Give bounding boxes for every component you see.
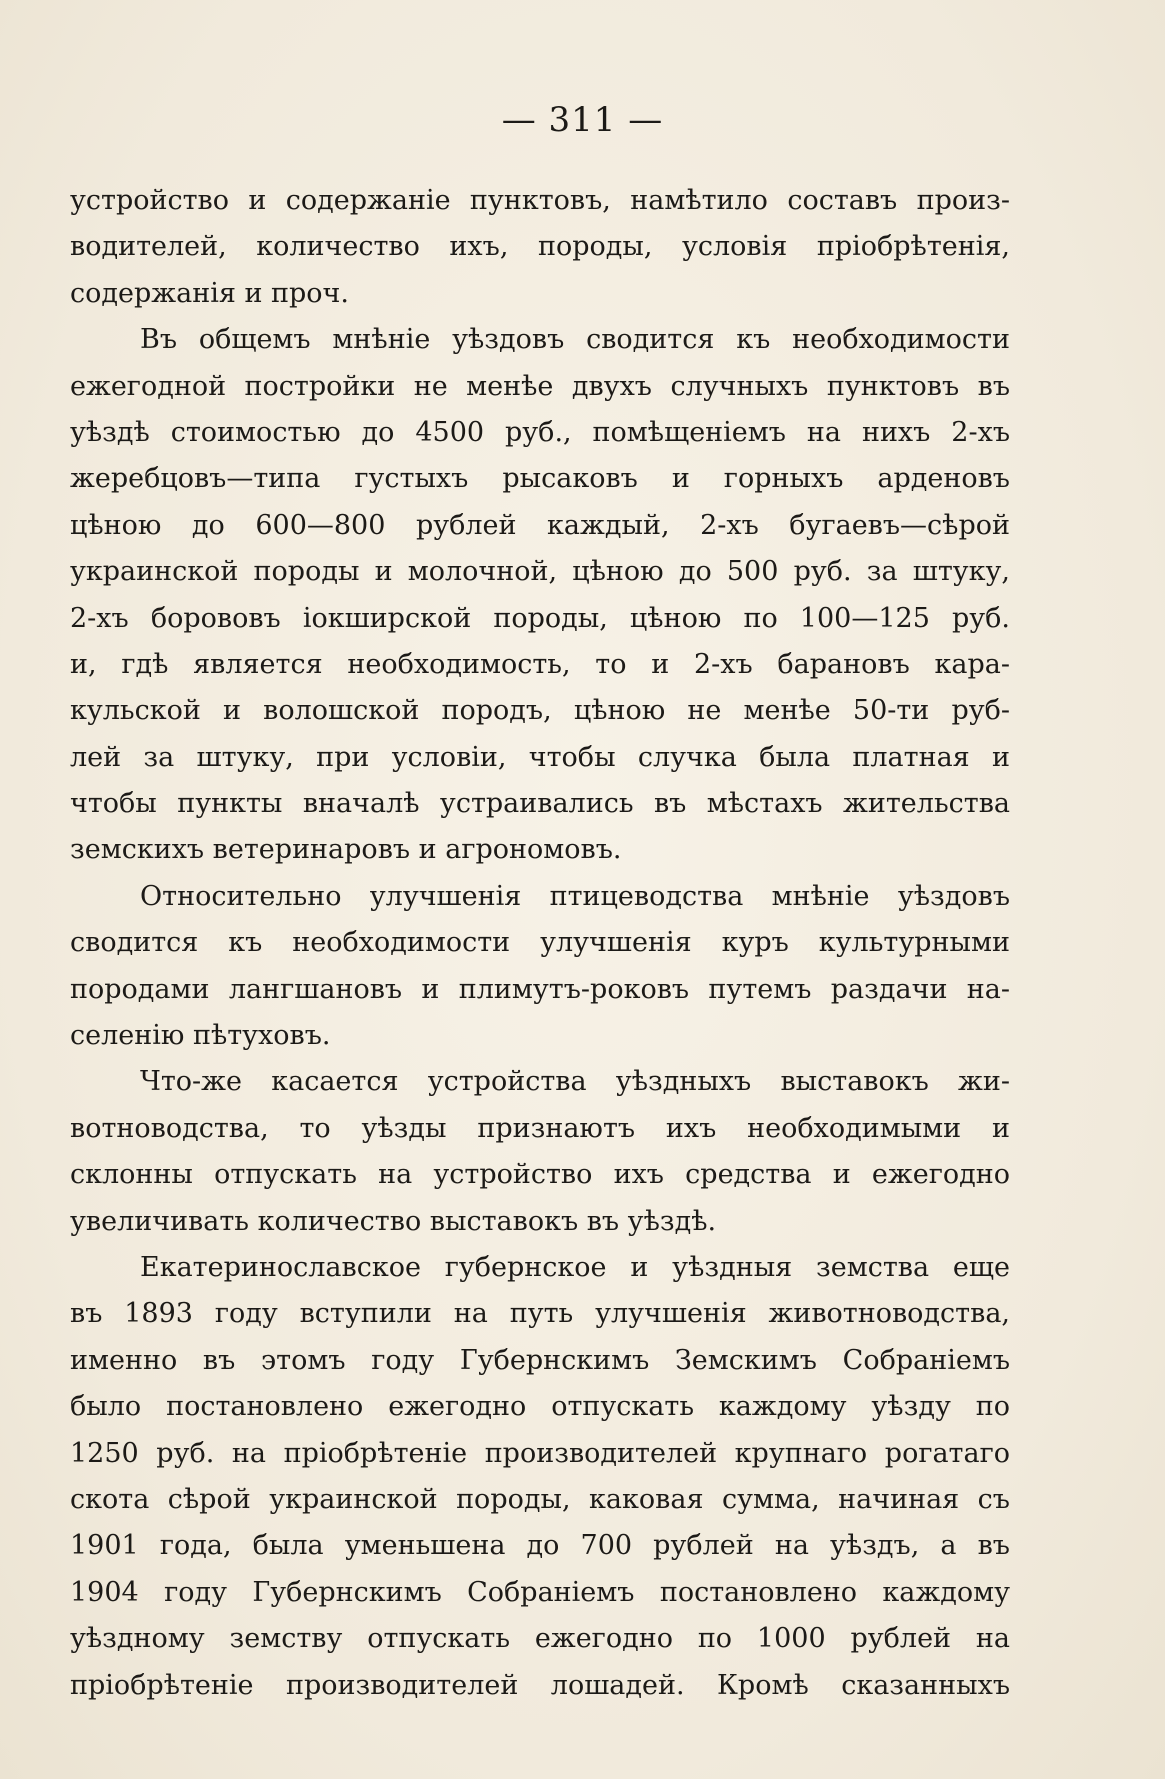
text-line: земскихъ ветеринаровъ и агрономовъ. xyxy=(70,834,622,866)
text-line: чтобы пункты вначалѣ устраивались въ мѣстахъ жительства xyxy=(70,788,1010,820)
text-line: жеребцовъ—типа густыхъ рысаковъ и горныхъ арденовъ xyxy=(70,463,1010,495)
text-line: Въ общемъ мнѣніе уѣздовъ сводится къ необходимости xyxy=(140,324,1010,356)
text-line: ежегодной постройки не менѣе двухъ случныхъ пунктовъ въ xyxy=(70,370,1010,402)
text-line: лей за штуку, при условіи, чтобы случка была платная и xyxy=(70,741,1010,773)
text-line: было постановлено ежегодно отпускать каждому уѣзду по xyxy=(70,1391,1010,1423)
text-line: скота сѣрой украинской породы, каковая сумма, начиная съ xyxy=(70,1483,1010,1515)
text-line: вотноводства, то уѣзды признаютъ ихъ необходимыми и xyxy=(70,1112,1010,1144)
text-line: кульской и волошской породъ, цѣною не менѣе 50-ти руб- xyxy=(70,695,1010,727)
page-number: — 311 — xyxy=(501,100,664,140)
text-line: породами лангшановъ и плимутъ-роковъ путемъ раздачи на- xyxy=(70,973,1010,1005)
text-line: 2-хъ борововъ іокширской породы, цѣною по 100—125 руб. xyxy=(70,602,1010,634)
text-line: содержанія и проч. xyxy=(70,277,349,309)
text-line: пріобрѣтеніе производителей лошадей. Кромѣ сказанныхъ xyxy=(70,1669,1010,1701)
text-line: цѣною до 600—800 рублей каждый, 2-хъ бугаевъ—сѣрой xyxy=(70,509,1010,541)
text-line: уѣздному земству отпускать ежегодно по 1000 рублей на xyxy=(70,1623,1010,1655)
text-line: Относительно улучшенія птицеводства мнѣніе уѣздовъ xyxy=(140,880,1010,912)
text-line: въ 1893 году вступили на путь улучшенія животноводства, xyxy=(70,1298,1010,1330)
text-line: 1901 года, была уменьшена до 700 рублей на уѣздъ, а въ xyxy=(70,1530,1010,1562)
text-line: уѣздѣ стоимостью до 4500 руб., помѣщеніемъ на нихъ 2-хъ xyxy=(70,416,1010,448)
text-line: 1250 руб. на пріобрѣтеніе производителей крупнаго рогатаго xyxy=(70,1437,1010,1469)
text-line: и, гдѣ является необходимость, то и 2-хъ барановъ кара- xyxy=(70,648,1010,680)
text-line: устройство и содержаніе пунктовъ, намѣтило составъ произ- xyxy=(70,185,1010,216)
text-line: увеличивать количество выставокъ въ уѣздѣ. xyxy=(70,1205,717,1237)
text-line: склонны отпускать на устройство ихъ средства и ежегодно xyxy=(70,1159,1010,1191)
text-line: водителей, количество ихъ, породы, условія пріобрѣтенія, xyxy=(70,231,1010,263)
body-text xyxy=(70,178,1010,1709)
text-line: селенію пѣтуховъ. xyxy=(70,1020,331,1052)
text-line: 1904 году Губернскимъ Собраніемъ постановлено каждому xyxy=(70,1576,1010,1608)
text-line: Что-же касается устройства уѣздныхъ выставокъ жи- xyxy=(140,1066,1010,1098)
text-line: сводится къ необходимости улучшенія куръ культурными xyxy=(70,927,1010,959)
text-line: Екатеринославское губернское и уѣздныя земства еще xyxy=(140,1251,1010,1283)
text-line: украинской породы и молочной, цѣною до 500 руб. за штуку, xyxy=(70,556,1010,588)
text-line: именно въ этомъ году Губернскимъ Земскимъ Собраніемъ xyxy=(70,1344,1010,1376)
